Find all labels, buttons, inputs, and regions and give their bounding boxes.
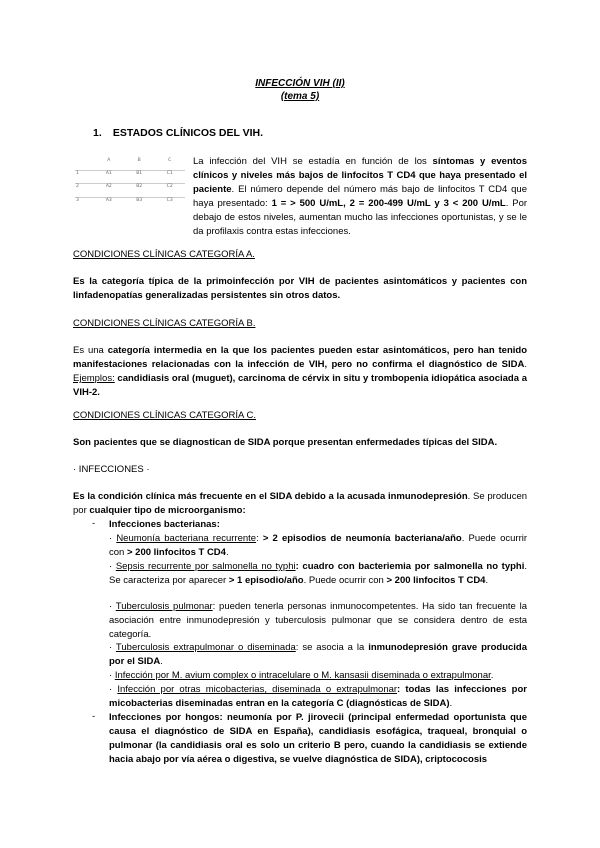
- text-run: Es una: [73, 345, 108, 356]
- bold-text: síntomas y eventos clínicos y niveles más bajos de linfocitos T CD4 que haya presentado el paciente: [193, 156, 528, 195]
- bold-text: : todas las infecciones por micobacterias diseminadas entran en la categoría C (diagnósticas de SIDA): [109, 684, 527, 709]
- text-run: ·: [109, 601, 116, 612]
- underlined-text: Infección por M. avium complex o intracelulare o M. kansasii diseminada o extrapulmonar: [114, 670, 491, 681]
- text-run: ·: [109, 670, 115, 681]
- underlined-text: Sepsis recurrente por salmonella no typhi: [115, 561, 296, 572]
- intro-paragraph: [193, 155, 527, 239]
- text-run: . Se caracteriza por aparecer: [109, 561, 527, 586]
- table-cell: B3: [124, 198, 154, 210]
- table-cell: B: [137, 158, 141, 163]
- list-item: [109, 641, 527, 669]
- dash-bullet: -: [92, 518, 96, 529]
- bold-text: > 200 linfocitos T CD4: [386, 575, 486, 586]
- bold-text: 1 = > 500 U/mL, 2 = 200-499 U/mL y 3 < 200 U/mL: [271, 198, 506, 209]
- bold-text: cualquier tipo de microorganismo:: [89, 505, 246, 516]
- text-run: . Puede ocurrir con: [109, 533, 528, 558]
- cat-a-paragraph: [73, 275, 527, 303]
- table-cell: A: [107, 158, 111, 163]
- cat-b-paragraph: [73, 344, 527, 400]
- section-number: 1.: [93, 127, 102, 139]
- table-cell: A2: [94, 184, 124, 198]
- section-title: ESTADOS CLÍNICOS DEL VIH.: [112, 127, 264, 139]
- table-cell: C: [168, 158, 172, 163]
- underlined-text: Neumonía bacteriana recurrente: [116, 533, 257, 544]
- table-cell: 1: [75, 170, 94, 184]
- dash-bullet: -: [92, 711, 96, 722]
- bold-text: : cuadro con bacteriemia por salmonella no typhi: [295, 561, 525, 572]
- text-run: : se asocia a la: [295, 642, 369, 653]
- text-run: La infección del VIH se estadía en función de los: [193, 156, 433, 167]
- table-cell: C2: [154, 184, 185, 198]
- bold-text: candidiasis oral (muguet), carcinoma de cérvix in situ y trombopenia idiopática asociada a VIH-2.: [73, 373, 527, 398]
- bold-text: categoría intermedia en la que los pacientes pueden estar asintomáticos, pero han tenido manifestaciones relacionadas con la infección de VIH, pero no confirma el diagnóstico de SIDA: [73, 345, 527, 370]
- list-item: [109, 683, 527, 711]
- classification-table-image: [75, 158, 185, 210]
- underlined-text: Ejemplos:: [73, 373, 115, 384]
- table-cell: 3: [75, 198, 94, 210]
- text-run: .: [524, 359, 527, 370]
- bold-text: > 1 episodio/año: [228, 575, 304, 586]
- section-heading: [93, 127, 263, 139]
- table-cell: A3: [94, 198, 124, 210]
- underlined-text: Tuberculosis pulmonar: [115, 601, 213, 612]
- bold-text: > 2 episodios de neumonía bacteriana/año: [262, 533, 462, 544]
- bold-text: Infecciones por hongos: neumonía por P. jirovecii (principal enfermedad oportunista que causa el diagnóstico de SIDA en España), candidiasis esofágica, traqueal, bronquial o pulmonar (la candidiasis oral es solo un criterio B pero, cuando la candidiasis se extiende hacia abajo por vía aérea o digestiva, se vuelve diagnóstica de SIDA), criptococosis: [109, 712, 527, 765]
- heading-cat-c: CONDICIONES CLÍNICAS CATEGORÍA C.: [73, 410, 256, 421]
- cat-c-paragraph: [73, 436, 527, 450]
- text-run: . El número depende del número más bajo de linfocitos T CD4 que haya presentado:: [193, 184, 527, 209]
- text-run: .: [449, 698, 453, 709]
- text-run: .: [225, 547, 229, 558]
- bold-text: Son pacientes que se diagnostican de SIDA porque presentan enfermedades típicas del SIDA.: [73, 437, 498, 448]
- page-title: INFECCIÓN VIH (II): [255, 78, 345, 89]
- table-cell: C3: [154, 198, 185, 210]
- infecciones-intro: [73, 490, 527, 518]
- text-run: .: [160, 656, 163, 667]
- fungal-infections-paragraph: [109, 711, 527, 767]
- text-run: ·: [109, 642, 116, 653]
- table-cell: B1: [124, 170, 154, 184]
- list-item: [109, 560, 527, 588]
- table-cell: [75, 158, 94, 170]
- bold-text: Es la categoría típica de la primoinfección por VIH de pacientes asintomáticos y pacientes con linfadenopatías generalizadas persistentes sin otros datos.: [73, 276, 527, 301]
- list-item: [109, 600, 527, 642]
- text-run: ·: [109, 684, 118, 695]
- heading-infecciones: · INFECCIONES ·: [73, 464, 150, 475]
- text-run: . Puede ocurrir con: [303, 575, 387, 586]
- list-item: [109, 532, 527, 560]
- text-run: : pueden tenerla personas inmunocompetentes. Ha sido tan frecuente la asociación entre inmunodepresión y tuberculosis pulmonar que se considera dentro de esta categoría.: [109, 601, 527, 640]
- table-cell: A1: [94, 170, 124, 184]
- table-cell: 2: [75, 184, 94, 198]
- table-cell: B2: [124, 184, 154, 198]
- underlined-text: Infección por otras micobacterias, diseminada o extrapulmonar: [117, 684, 398, 695]
- text-run: . Se producen por: [73, 491, 528, 516]
- bold-text: > 200 linfocitos T CD4: [126, 547, 226, 558]
- page-subtitle: (tema 5): [280, 91, 320, 102]
- text-run: :: [256, 533, 263, 544]
- text-run: . Por debajo de estos niveles, aumentan mucho las infecciones oportunistas, y se le da profilaxis contra estas infecciones.: [193, 198, 528, 237]
- bold-text: Es la condición clínica más frecuente en el SIDA debido a la acusada inmunodepresión: [73, 491, 468, 502]
- heading-cat-b: CONDICIONES CLÍNICAS CATEGORÍA B.: [73, 318, 256, 329]
- heading-cat-a: CONDICIONES CLÍNICAS CATEGORÍA A.: [73, 249, 255, 260]
- bold-text: Infecciones bacterianas:: [109, 519, 220, 530]
- text-run: ·: [109, 533, 117, 544]
- table-cell: C1: [154, 170, 185, 184]
- underlined-text: Tuberculosis extrapulmonar o diseminada: [115, 642, 296, 653]
- text-run: ·: [109, 561, 116, 572]
- text-run: .: [485, 575, 489, 586]
- list-item: [109, 669, 527, 683]
- text-run: .: [490, 670, 494, 681]
- bold-text: inmunodepresión grave producida por el SIDA: [109, 642, 528, 667]
- bacterial-title: [109, 518, 527, 532]
